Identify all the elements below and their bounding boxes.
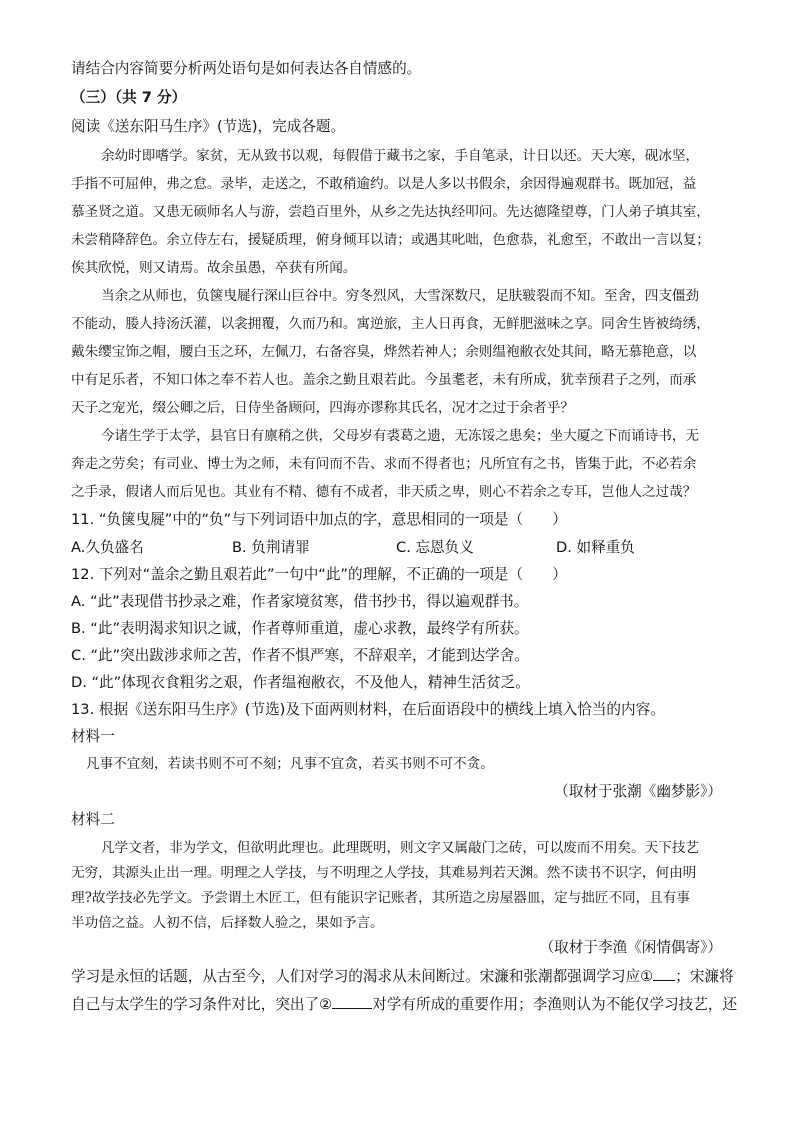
material-2-line: 理?故学技必先学文。予尝谓土木匠工，但有能识字记账者，其所造之房屋器皿，定与拙匠不同，且有事: [71, 890, 691, 906]
question-12-option-a: A. “此”表现借书抄录之难，作者家境贫寒，借书抄书，得以遍观群书。: [71, 593, 529, 610]
passage-line: 奔走之劳矣；有司业、博士为之师，未有问而不告、求而不得者也；凡所宜有之书，皆集于此，不必若余: [71, 456, 697, 472]
fill-in-text: ；宋濂将: [675, 968, 734, 985]
passage-line: 手指不可屈伸，弗之怠。录毕，走送之，不敢稍逾约。以是人多以书假余，余因得遍观群书。既加冠，益: [71, 176, 697, 192]
question-11-option-a: A.久负盛名: [71, 539, 144, 556]
question-13-stem: 13. 根据《送东阳马生序》(节选)及下面两则材料，在后面语段中的横线上填入恰当的内容。: [71, 701, 665, 718]
fill-in-text: 对学有所成的重要作用；李渔则认为不能仅学习技艺，还: [372, 996, 738, 1013]
fill-in-line-1: [71, 966, 734, 987]
passage-line: 当余之从师也，负箧曳屣行深山巨谷中。穷冬烈风，大雪深数尺，足肤皲裂而不知。至舍，四支僵劲: [101, 288, 700, 304]
question-11-option-c: C. 忘恩负义: [396, 539, 474, 556]
passage-line: 天子之宠光，缀公卿之后，日侍坐备顾问，四海亦谬称其氏名，况才之过于余者乎？: [71, 400, 574, 416]
material-2-line: 半功倍之益。人初不信，后择数人验之，果如予言。: [71, 915, 384, 931]
question-11-stem: 11. “负箧曳屣”中的“负”与下列词语中加点的字，意思相同的一项是（ ）: [71, 511, 567, 528]
question-12-option-b: B. “此”表明渴求知识之诚，作者尊师重道，虚心求教，最终学有所获。: [71, 620, 529, 637]
answer-blank-2[interactable]: [332, 994, 372, 1009]
passage-line: 不能动，媵人持汤沃灌，以衾拥覆，久而乃和。寓逆旅，主人日再食，无鲜肥滋味之享。同舍生皆被绮绣，: [71, 316, 710, 332]
reading-instruction: 阅读《送东阳马生序》(节选)，完成各题。: [71, 118, 346, 135]
passage-line: 戴朱缨宝饰之帽，腰白玉之环，左佩刀，右备容臭，烨然若神人；余则缊袍敝衣处其间，略无慕艳意，以: [71, 344, 697, 360]
material-2-source: （取材于李渔《闲情偶寄》）: [539, 939, 722, 956]
question-12-stem: 12. 下列对“盖余之勤且艰若此”一句中“此”的理解，不正确的一项是（ ）: [71, 566, 567, 583]
material-1-text: 凡事不宜刻，若读书则不可不刻；凡事不宜贪，若买书则不可不贪。: [86, 756, 494, 772]
passage-line: 之手录，假诸人而后见也。其业有不精、德有不成者，非天质之卑，则心不若余之专耳，岂他人之过哉？: [71, 484, 697, 500]
material-2-line: 无穷，其源头止出一理。明理之人学技，与不明理之人学技，其难易判若天渊。然不读书不识字，何由明: [71, 865, 697, 881]
passage-line: 中有足乐者，不知口体之奉不若人也。盖余之勤且艰若此。今虽耄老，未有所成，犹幸预君子之列，而承: [71, 372, 697, 388]
material-1-title: 材料一: [71, 728, 115, 745]
passage-line: 未尝稍降辞色。余立侍左右，援疑质理，俯身倾耳以请；或遇其叱咄，色愈恭，礼愈至，不敢出一言以复；: [71, 232, 710, 248]
question-12-option-d: D. “此”体现衣食粗劣之艰，作者缊袍敝衣，不及他人，精神生活贫乏。: [71, 674, 530, 691]
material-1-source: （取材于张潮《幽梦影》）: [554, 783, 722, 800]
answer-blank-1[interactable]: [653, 966, 675, 981]
material-2-line: 凡学文者，非为学文，但欲明此理也。此理既明，则文字又属敲门之砖，可以废而不用矣。天下技艺: [101, 840, 700, 856]
section-heading: （三）（共 7 分）: [71, 89, 187, 106]
passage-line: 俟其欣悦，则又请焉。故余虽愚，卒获有所闻。: [71, 260, 357, 276]
passage-line: 今诸生学于太学，县官日有廪稍之供，父母岁有裘葛之遗，无冻馁之患矣；坐大厦之下而诵诗书，无: [101, 428, 700, 444]
fill-in-line-2: [71, 994, 737, 1015]
passage-line: 慕圣贤之道。又患无硕师名人与游，尝趋百里外，从乡之先达执经叩问。先达德隆望尊，门人弟子填其室，: [71, 204, 710, 220]
question-11-option-d: D. 如释重负: [556, 539, 635, 556]
question-12-option-c: C. “此”突出跋涉求师之苦，作者不惧严寒，不辞艰辛，才能到达学舍。: [71, 647, 529, 664]
question-11-option-b: B. 负荆请罪: [232, 539, 310, 556]
passage-line: 余幼时即嗜学。家贫，无从致书以观，每假借于藏书之家，手自笔录，计日以还。天大寒，砚冰坚，: [101, 148, 700, 164]
material-2-title: 材料二: [71, 811, 115, 828]
fill-in-text: 自己与太学生的学习条件对比，突出了②: [71, 996, 333, 1013]
fill-in-text: 学习是永恒的话题，从古至今，人们对学习的渴求从未间断过。宋濂和张潮都强调学习应①: [71, 968, 654, 985]
intro-line: 请结合内容简要分析两处语句是如何表达各自情感的。: [71, 60, 422, 77]
